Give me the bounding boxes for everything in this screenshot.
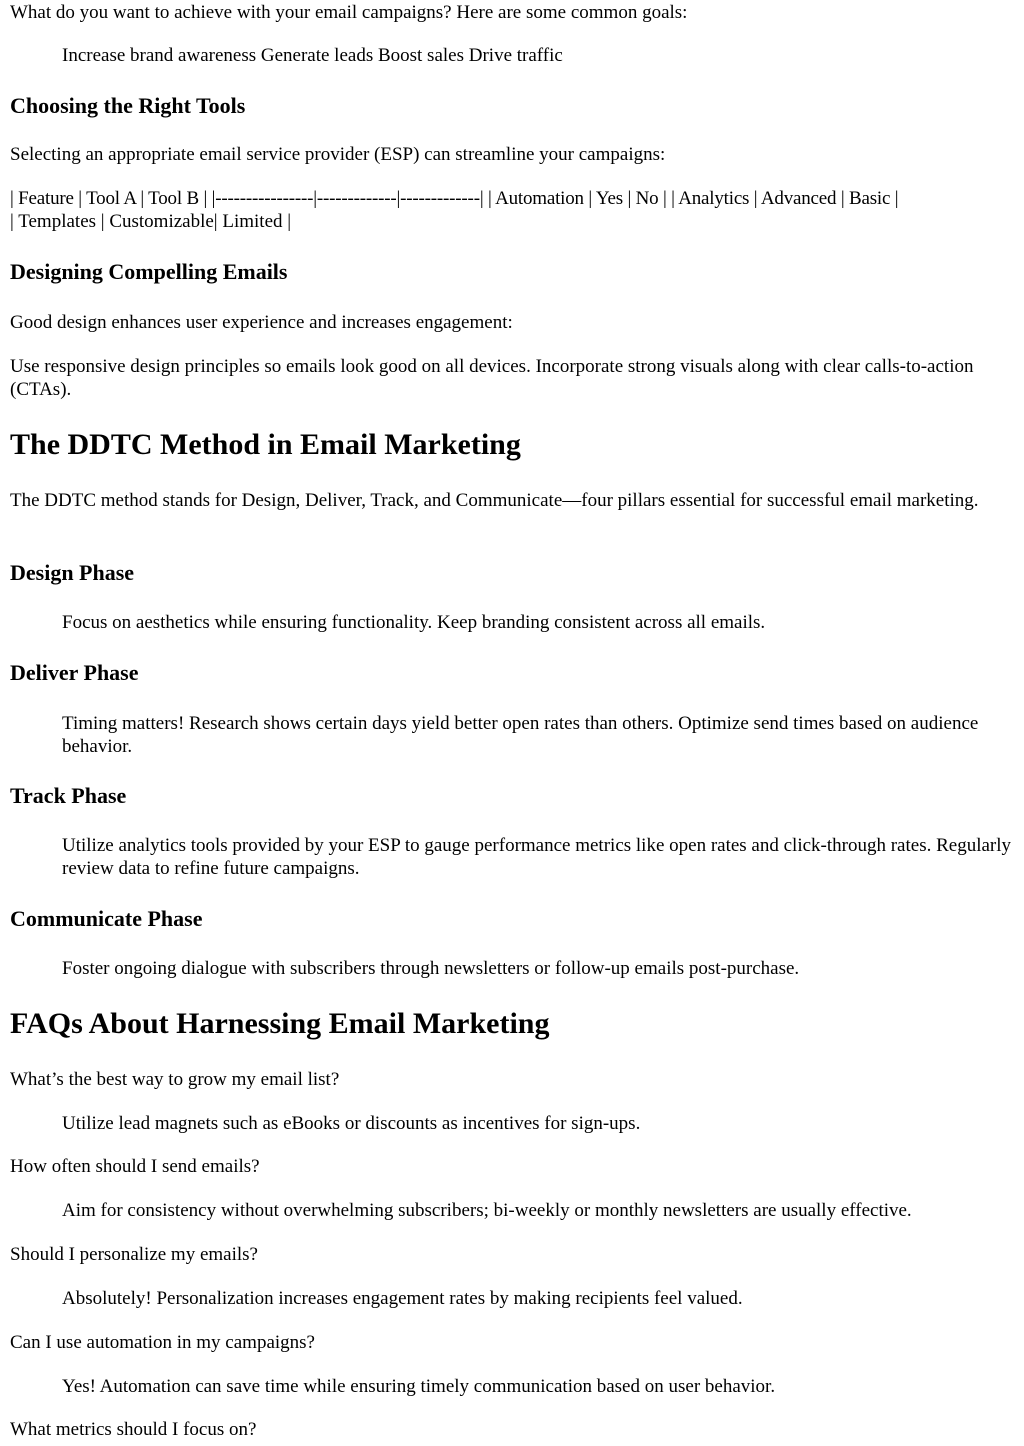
deliver-phase-text: Timing matters! Research shows certain days yield better open rates than others. Optimize send times based on audience behavior. <box>62 713 979 757</box>
tools-intro: Selecting an appropriate email service provider (ESP) can streamline your campaigns: <box>10 144 666 165</box>
communicate-phase-text: Foster ongoing dialogue with subscribers through newsletters or follow-up emails post-purchase. <box>62 958 800 979</box>
faq-question: What’s the best way to grow my email list? <box>10 1069 340 1090</box>
faq-answer: Absolutely! Personalization increases engagement rates by making recipients feel valued. <box>62 1288 743 1309</box>
faq-answer: Utilize lead magnets such as eBooks or discounts as incentives for sign-ups. <box>62 1113 641 1134</box>
faqs-heading: FAQs About Harnessing Email Marketing <box>10 1007 550 1040</box>
goals-question: What do you want to achieve with your email campaigns? Here are some common goals: <box>10 2 688 23</box>
ddtc-heading: The DDTC Method in Email Marketing <box>10 428 521 461</box>
tools-table-text <box>10 187 1010 233</box>
faq-question: How often should I send emails? <box>10 1156 260 1177</box>
communicate-phase-title: Communicate Phase <box>10 906 203 931</box>
faq-answer: Aim for consistency without overwhelming subscribers; bi-weekly or monthly newsletters are usually effective. <box>62 1200 912 1221</box>
ddtc-intro: The DDTC method stands for Design, Deliver, Track, and Communicate—four pillars essential for successful email marketing. <box>10 490 979 511</box>
faq-question: What metrics should I focus on? <box>10 1419 257 1440</box>
tools-table-line-1: | Feature | Tool A | Tool B | |----------------|-------------|-------------| | Automation | Yes | No | | Analytics | Advanced | Basic | <box>10 188 899 209</box>
faq-question: Can I use automation in my campaigns? <box>10 1332 315 1353</box>
design-phase-title: Design Phase <box>10 560 135 585</box>
design-body: Use responsive design principles so emails look good on all devices. Incorporate strong visuals along with clear calls-to-action (CTAs). <box>10 356 974 400</box>
track-phase-text: Utilize analytics tools provided by your ESP to gauge performance metrics like open rates and click-through rates. Regularly review data to refine future campaigns. <box>62 835 1012 879</box>
design-heading: Designing Compelling Emails <box>10 259 288 284</box>
faq-question: Should I personalize my emails? <box>10 1244 258 1265</box>
design-phase-text: Focus on aesthetics while ensuring functionality. Keep branding consistent across all emails. <box>62 612 766 633</box>
tools-heading: Choosing the Right Tools <box>10 93 246 118</box>
goals-list: Increase brand awareness Generate leads Boost sales Drive traffic <box>62 45 563 66</box>
deliver-phase-title: Deliver Phase <box>10 660 139 685</box>
track-phase-title: Track Phase <box>10 783 127 808</box>
faq-answer: Yes! Automation can save time while ensuring timely communication based on user behavior. <box>62 1376 776 1397</box>
tools-table-line-2: | Templates | Customizable| Limited | <box>10 211 292 232</box>
design-intro: Good design enhances user experience and increases engagement: <box>10 312 513 333</box>
